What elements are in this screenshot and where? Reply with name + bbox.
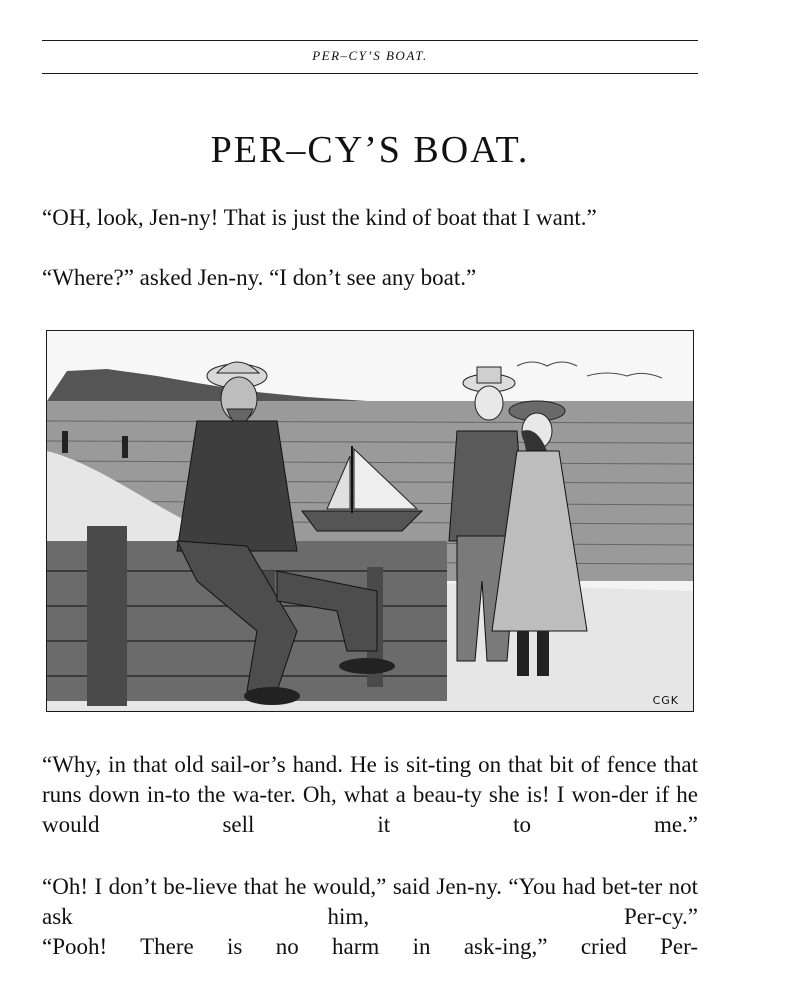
illustration-sailor-boat bbox=[46, 330, 694, 712]
paragraph-3: “Why, in that old sail-or’s hand. He is sit-ting on that bit of fence that runs down in-to the wa-ter. Oh, what a beau-ty she is! I won-der if he would sell it to me.” bbox=[42, 752, 698, 837]
page-title: PER–CY’S BOAT. bbox=[210, 129, 530, 171]
running-head: PER–CY’S BOAT. bbox=[312, 48, 428, 63]
paragraph-1: “OH, look, Jen-ny! That is just the kind of boat that I want.” bbox=[42, 205, 597, 230]
paragraph-4: “Oh! I don’t be-lieve that he would,” said Jen-ny. “You had bet-ter not ask him, Per-cy.” bbox=[42, 874, 698, 929]
paragraph-5: “Pooh! There is no harm in ask-ing,” cried Per- bbox=[42, 934, 698, 959]
artist-signature: CGK bbox=[652, 694, 679, 707]
header-bottom-rule bbox=[42, 73, 698, 74]
top-rule bbox=[42, 40, 698, 41]
paragraph-2: “Where?” asked Jen-ny. “I don’t see any boat.” bbox=[42, 265, 477, 290]
engraving-scene bbox=[47, 331, 693, 711]
